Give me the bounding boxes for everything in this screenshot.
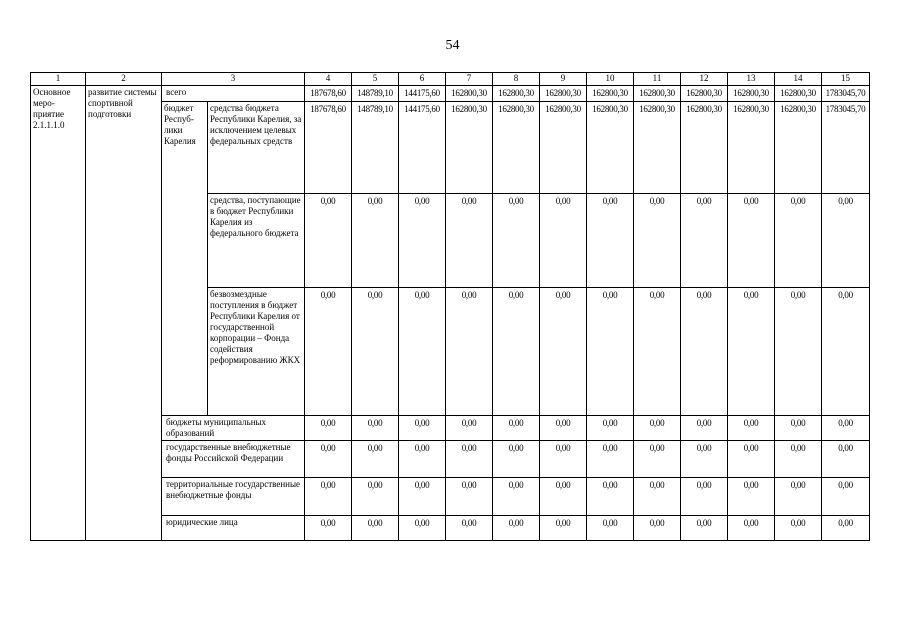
value-cell: 0,00 (681, 416, 728, 441)
header-cell: 7 (446, 73, 493, 86)
value-cell: 0,00 (822, 478, 870, 516)
header-cell: 11 (634, 73, 681, 86)
value-cell: 0,00 (681, 288, 728, 416)
value-cell: 0,00 (305, 478, 352, 516)
value-cell: 162800,30 (493, 102, 540, 194)
funding-source-label: всего (162, 86, 305, 102)
value-cell: 187678,60 (305, 86, 352, 102)
value-cell: 0,00 (681, 441, 728, 478)
value-cell: 0,00 (587, 441, 634, 478)
value-cell: 162800,30 (446, 86, 493, 102)
value-cell: 0,00 (446, 416, 493, 441)
value-cell: 0,00 (540, 516, 587, 541)
value-cell: 0,00 (540, 416, 587, 441)
value-cell: 162800,30 (493, 86, 540, 102)
value-cell: 0,00 (305, 441, 352, 478)
header-cell: 9 (540, 73, 587, 86)
value-cell: 0,00 (634, 194, 681, 288)
value-cell: 0,00 (775, 416, 822, 441)
table-row (31, 86, 870, 102)
value-cell: 0,00 (587, 478, 634, 516)
value-cell: 0,00 (728, 478, 775, 516)
value-cell: 162800,30 (634, 102, 681, 194)
value-cell: 0,00 (352, 516, 399, 541)
value-cell: 148789,10 (352, 102, 399, 194)
value-cell: 0,00 (352, 416, 399, 441)
value-cell: 0,00 (681, 194, 728, 288)
value-cell: 0,00 (822, 441, 870, 478)
value-cell: 0,00 (446, 194, 493, 288)
value-cell: 0,00 (493, 441, 540, 478)
value-cell: 0,00 (399, 478, 446, 516)
activity-name-cell: развитие системы спортивной подготовки (86, 86, 162, 541)
value-cell: 0,00 (634, 516, 681, 541)
value-cell: 1783045,70 (822, 86, 870, 102)
value-cell: 0,00 (399, 194, 446, 288)
value-cell: 0,00 (493, 516, 540, 541)
header-cell: 10 (587, 73, 634, 86)
value-cell: 0,00 (305, 516, 352, 541)
value-cell: 162800,30 (775, 102, 822, 194)
header-cell: 12 (681, 73, 728, 86)
page-number: 54 (445, 38, 460, 53)
header-cell: 6 (399, 73, 446, 86)
value-cell: 0,00 (352, 441, 399, 478)
header-cell: 1 (31, 73, 86, 86)
header-cell: 15 (822, 73, 870, 86)
value-cell: 0,00 (634, 478, 681, 516)
value-cell: 0,00 (587, 194, 634, 288)
value-cell: 0,00 (775, 478, 822, 516)
value-cell: 0,00 (446, 516, 493, 541)
value-cell: 0,00 (352, 288, 399, 416)
value-cell: 0,00 (775, 288, 822, 416)
value-cell: 0,00 (446, 288, 493, 416)
header-cell: 14 (775, 73, 822, 86)
value-cell: 0,00 (822, 288, 870, 416)
header-cell: 5 (352, 73, 399, 86)
value-cell: 162800,30 (587, 102, 634, 194)
funding-source-label: средства, поступающие в бюджет Республики Карелия из федерального бюджета (208, 194, 305, 288)
value-cell: 1783045,70 (822, 102, 870, 194)
value-cell: 0,00 (399, 441, 446, 478)
value-cell: 0,00 (728, 194, 775, 288)
value-cell: 0,00 (634, 441, 681, 478)
value-cell: 0,00 (634, 416, 681, 441)
budget-group-label: бюджет Респуб-лики Карелия (162, 102, 208, 416)
value-cell: 162800,30 (681, 86, 728, 102)
value-cell: 162800,30 (775, 86, 822, 102)
value-cell: 144175,60 (399, 102, 446, 194)
value-cell: 0,00 (352, 478, 399, 516)
value-cell: 0,00 (305, 288, 352, 416)
value-cell: 0,00 (822, 416, 870, 441)
value-cell: 0,00 (681, 478, 728, 516)
header-row (31, 73, 870, 86)
funding-source-label: юридические лица (162, 516, 305, 541)
value-cell: 0,00 (587, 516, 634, 541)
value-cell: 0,00 (493, 194, 540, 288)
value-cell: 162800,30 (728, 86, 775, 102)
value-cell: 0,00 (728, 416, 775, 441)
funding-source-label: безвозмездные поступления в бюджет Республики Карелия от государственной корпорации – Фонда содействия реформированию ЖКХ (208, 288, 305, 416)
value-cell: 0,00 (681, 516, 728, 541)
value-cell: 0,00 (305, 416, 352, 441)
header-cell: 13 (728, 73, 775, 86)
header-cell: 2 (86, 73, 162, 86)
value-cell: 0,00 (540, 288, 587, 416)
value-cell: 0,00 (399, 516, 446, 541)
value-cell: 162800,30 (540, 86, 587, 102)
value-cell: 0,00 (493, 416, 540, 441)
value-cell: 0,00 (446, 441, 493, 478)
value-cell: 0,00 (587, 288, 634, 416)
value-cell: 0,00 (822, 516, 870, 541)
value-cell: 0,00 (540, 441, 587, 478)
value-cell: 144175,60 (399, 86, 446, 102)
activity-code-cell: Основное меро-приятие 2.1.1.1.0 (31, 86, 86, 541)
value-cell: 162800,30 (446, 102, 493, 194)
funding-source-label: бюджеты муниципальных образований (162, 416, 305, 441)
value-cell: 162800,30 (634, 86, 681, 102)
value-cell: 0,00 (822, 194, 870, 288)
value-cell: 162800,30 (681, 102, 728, 194)
header-cell: 4 (305, 73, 352, 86)
value-cell: 0,00 (493, 288, 540, 416)
funding-source-label: государственные внебюджетные фонды Российской Федерации (162, 441, 305, 478)
value-cell: 0,00 (446, 478, 493, 516)
funding-source-label: территориальные государственные внебюджетные фонды (162, 478, 305, 516)
value-cell: 0,00 (399, 416, 446, 441)
header-cell: 3 (162, 73, 305, 86)
value-cell: 0,00 (775, 441, 822, 478)
value-cell: 0,00 (728, 516, 775, 541)
value-cell: 0,00 (775, 194, 822, 288)
value-cell: 0,00 (634, 288, 681, 416)
value-cell: 162800,30 (728, 102, 775, 194)
value-cell: 0,00 (728, 288, 775, 416)
value-cell: 162800,30 (587, 86, 634, 102)
value-cell: 0,00 (728, 441, 775, 478)
value-cell: 0,00 (305, 194, 352, 288)
value-cell: 0,00 (587, 416, 634, 441)
value-cell: 0,00 (399, 288, 446, 416)
value-cell: 0,00 (775, 516, 822, 541)
value-cell: 187678,60 (305, 102, 352, 194)
value-cell: 0,00 (540, 194, 587, 288)
header-cell: 8 (493, 73, 540, 86)
value-cell: 0,00 (352, 194, 399, 288)
value-cell: 0,00 (493, 478, 540, 516)
budget-table (30, 72, 870, 541)
value-cell: 0,00 (540, 478, 587, 516)
funding-source-label: средства бюджета Республики Карелия, за исключением целевых федеральных средств (208, 102, 305, 194)
value-cell: 162800,30 (540, 102, 587, 194)
value-cell: 148789,10 (352, 86, 399, 102)
